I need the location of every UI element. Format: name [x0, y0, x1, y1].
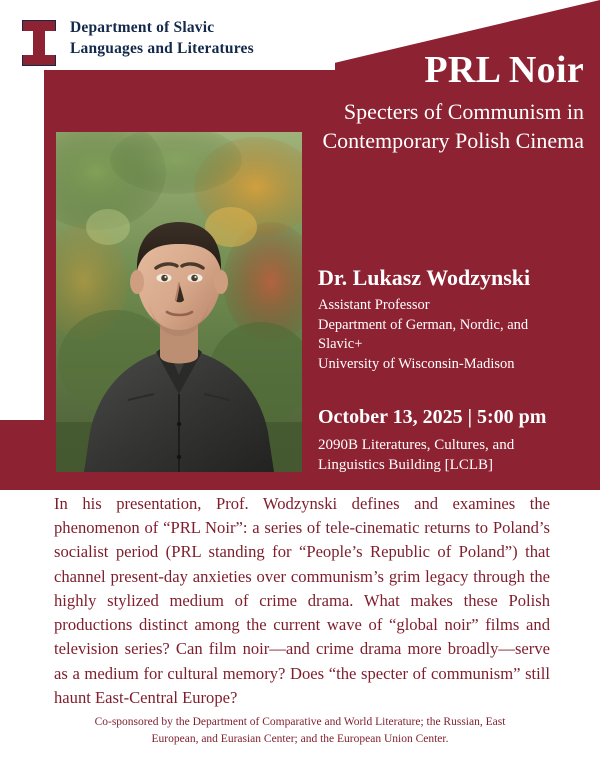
- event-datetime: October 13, 2025 | 5:00 pm: [318, 406, 547, 428]
- illinois-block-i-logo: [22, 20, 56, 66]
- speaker-name: Dr. Lukasz Wodzynski: [318, 265, 531, 290]
- speaker-block: [318, 265, 593, 374]
- event-details-block: [318, 405, 593, 476]
- poster-header: [22, 18, 285, 66]
- event-abstract: In his presentation, Prof. Wodzynski defines and examines the phenomenon of “PRL Noir”: a series of tele-cinematic returns to Poland’s socialist period (PRL standing for “People’s Republic of Poland”) that channel present-day anxieties over communism’s grim legacy through the highly stylized medium of crime drama. What makes these Polish productions distinct among the current wave of “global noir” films and television series? Can film noir—and crime drama more broadly—serve as a medium for cultural memory? Does “the specter of communism” still haunt East-Central Europe?: [54, 494, 550, 707]
- event-location-line-1: 2090B Literatures, Cultures, and: [318, 437, 515, 453]
- event-location-line-2: Linguistics Building [LCLB]: [318, 457, 493, 474]
- title-block: [254, 50, 584, 155]
- speaker-rank: Assistant Professor: [318, 297, 430, 314]
- sponsors-line-1: Co-sponsored by the Department of Comparative and World Literature; the Russian, East: [94, 716, 506, 728]
- sponsors-footer: [60, 714, 540, 747]
- poster-title: PRL Noir: [424, 49, 584, 91]
- speaker-affiliation-line-2: Slavic+: [318, 336, 363, 353]
- department-name: Department of Slavic Languages and Literatures: [70, 19, 254, 57]
- speaker-affiliation-line-3: University of Wisconsin-Madison: [318, 355, 515, 372]
- sponsors-line-2: European, and Eurasian Center; and the European Union Center.: [151, 732, 449, 745]
- speaker-portrait-photo: [56, 132, 302, 472]
- poster-subtitle: Specters of Communism in Contemporary Polish Cinema: [322, 99, 584, 153]
- speaker-affiliation-line-1: Department of German, Nordic, and: [318, 316, 529, 333]
